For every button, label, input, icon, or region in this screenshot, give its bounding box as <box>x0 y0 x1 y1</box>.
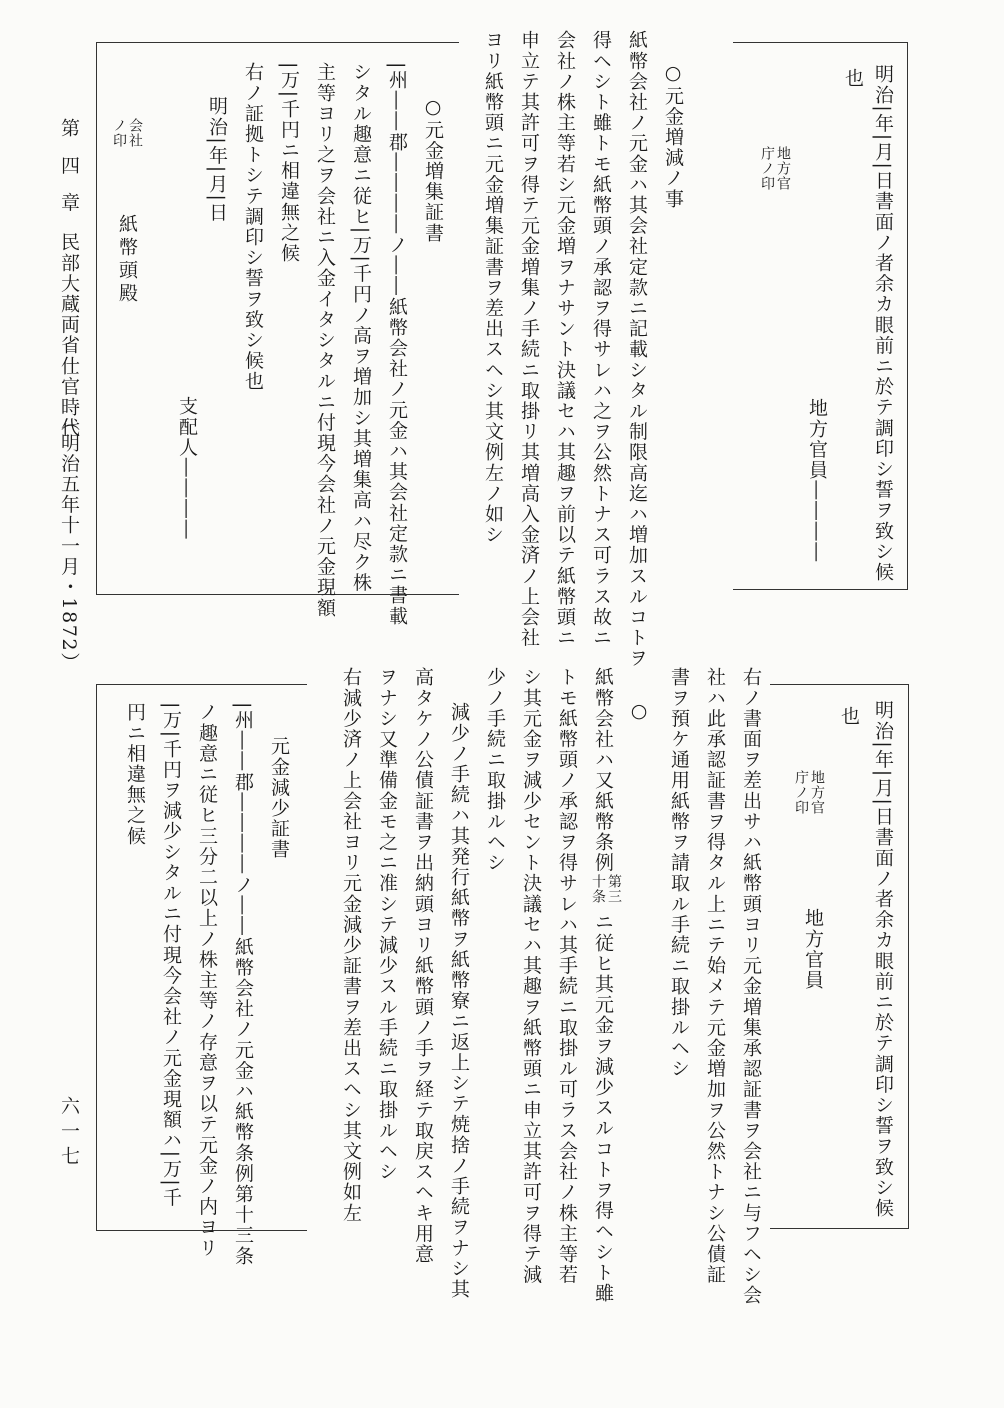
lower-right-line-1: 明治|年|月|日書面ノ者余カ眼前ニ於テ調印シ誓ヲ致シ候 <box>872 700 894 1219</box>
upper-left-title: ○元金増集証書 <box>422 96 444 244</box>
upper-right-seal-1: 地方官 <box>775 146 791 191</box>
lower-middle-line-12: 右減少済ノ上会社ヨリ元金減少証書ヲ差出スヘシ其文例如左 <box>340 667 362 1224</box>
lower-right-official: 地方官員 <box>802 908 824 991</box>
lower-left-line-4: |万|千円ヲ減少シタルニ付現今会社ノ元金現額ハ|万|千 <box>160 702 182 1208</box>
lower-middle-line-6: トモ紙幣頭ノ承認ヲ得サレハ其手続ニ取掛ル可ラス会社ノ株主等若 <box>556 667 578 1285</box>
lower-right-seal-1: 地方官 <box>809 770 825 815</box>
upper-right-official: 地方官員―――― <box>806 398 828 563</box>
page-number: 六一七 <box>58 1096 80 1171</box>
lower-middle-article-1: 第三 <box>606 874 622 904</box>
lower-right-line-2: 也 <box>838 706 860 727</box>
chapter-heading: 第 四 章 <box>58 118 80 218</box>
lower-middle-line-11: ヲナシ又準備金モ之ニ准シテ減少スル手続ニ取掛ルヘシ <box>376 667 398 1182</box>
upper-right-line-1: 明治|年|月|日書面ノ者余カ眼前ニ於テ調印シ誓ヲ致シ候 <box>872 64 894 583</box>
lower-right-seal-2: 庁ノ印 <box>793 770 809 815</box>
lower-middle-circle: ○ <box>628 700 650 724</box>
date-heading: （明治五年十一月・1872） <box>58 412 80 673</box>
lower-middle-line-8: 少ノ手続ニ取掛ルヘシ <box>484 667 506 873</box>
lower-left-line-5: 円ニ相違無之候 <box>124 702 146 847</box>
lower-middle-line-10: 高タケノ公債証書ヲ出納頭ヨリ紙幣頭ノ手ヲ経テ取戻スヘキ用意 <box>412 667 434 1265</box>
upper-left-line-6: 右ノ証拠トシテ調印シ誓ヲ致シ候也 <box>242 62 264 392</box>
upper-left-seal-1: 会社 <box>127 118 143 148</box>
upper-left-seal-2: ノ印 <box>111 118 127 148</box>
upper-left-addressee: 紙幣頭殿 <box>116 214 138 306</box>
lower-middle-line-1: 右ノ書面ヲ差出サハ紙幣頭ヨリ元金増集承認証書ヲ会社ニ与フヘシ会 <box>740 667 762 1306</box>
lower-middle-line-2: 社ハ此承認証書ヲ得タル上ニテ始メテ元金増加ヲ公然トナシ公債証 <box>704 667 726 1285</box>
upper-middle-line-3: 得ヘシト雖トモ紙幣頭ノ承認ヲ得サレハ之ヲ公然トナス可ラス故ニ <box>590 30 612 648</box>
upper-left-line-4: 主等ヨリ之ヲ会社ニ入金イタシタルニ付現今会社ノ元金現額 <box>314 62 336 619</box>
lower-middle-line-7: シ其元金ヲ減少セント決議セハ其趣ヲ紙幣頭ニ申立其許可ヲ得テ減 <box>520 667 542 1285</box>
lower-middle-line-5b: ニ従ヒ其元金ヲ減少スルコトヲ得ヘシト雖 <box>592 912 614 1304</box>
upper-middle-line-5: 申立テ其許可ヲ得テ元金増集ノ手続ニ取掛リ其増高入金済ノ上会社 <box>518 30 540 648</box>
lower-middle-article-2: 十条 <box>590 874 606 904</box>
upper-left-manager: 支配人―――― <box>176 396 198 541</box>
lower-left-title: 元金減少証書 <box>268 736 290 860</box>
lower-middle-line-3: 書ヲ預ケ通用紙幣ヲ請取ル手続ニ取掛ルヘシ <box>668 667 690 1079</box>
upper-left-line-3: シタル趣意ニ従ヒ|万|千円ノ高ヲ増加シ其増集高ハ尽ク株 <box>350 62 372 594</box>
upper-left-line-5: |万|千円ニ相違無之候 <box>278 62 300 264</box>
upper-left-date: 明治|年|月|日 <box>206 96 228 224</box>
upper-middle-line-4: 会社ノ株主等若シ元金増ヲナサント決議セハ其趣ヲ前以テ紙幣頭ニ <box>554 30 576 648</box>
lower-left-line-3: ノ趣意ニ従ヒ三分二以上ノ株主等ノ存意ヲ以テ元金ノ内ヨリ <box>196 702 218 1259</box>
upper-right-seal-2: 庁ノ印 <box>759 146 775 191</box>
lower-middle-line-9: 減少ノ手続ハ其発行紙幣ヲ紙幣寮ニ返上シテ焼捨ノ手続ヲナシ其 <box>448 702 470 1300</box>
upper-right-line-2: 也 <box>842 68 864 89</box>
section-heading: 民部大蔵両省仕官時代 <box>58 232 80 438</box>
upper-middle-line-2: 紙幣会社ノ元金ハ其会社定款ニ記載シタル制限高迄ハ増加スルコトヲ <box>626 30 648 669</box>
lower-middle-line-5a: 紙幣会社ハ又紙幣条例 <box>592 667 614 873</box>
upper-middle-line-1: ○元金増減ノ事 <box>662 62 684 210</box>
lower-left-line-2: |州――郡――――ノ――紙幣会社ノ元金ハ紙幣条例第十三条 <box>232 702 254 1267</box>
upper-middle-line-6: ヨリ紙幣頭ニ元金増集証書ヲ差出スヘシ其文例左ノ如シ <box>482 30 504 545</box>
upper-left-line-2: |州――郡――――ノ――紙幣会社ノ元金ハ其会社定款ニ書載 <box>386 62 408 627</box>
